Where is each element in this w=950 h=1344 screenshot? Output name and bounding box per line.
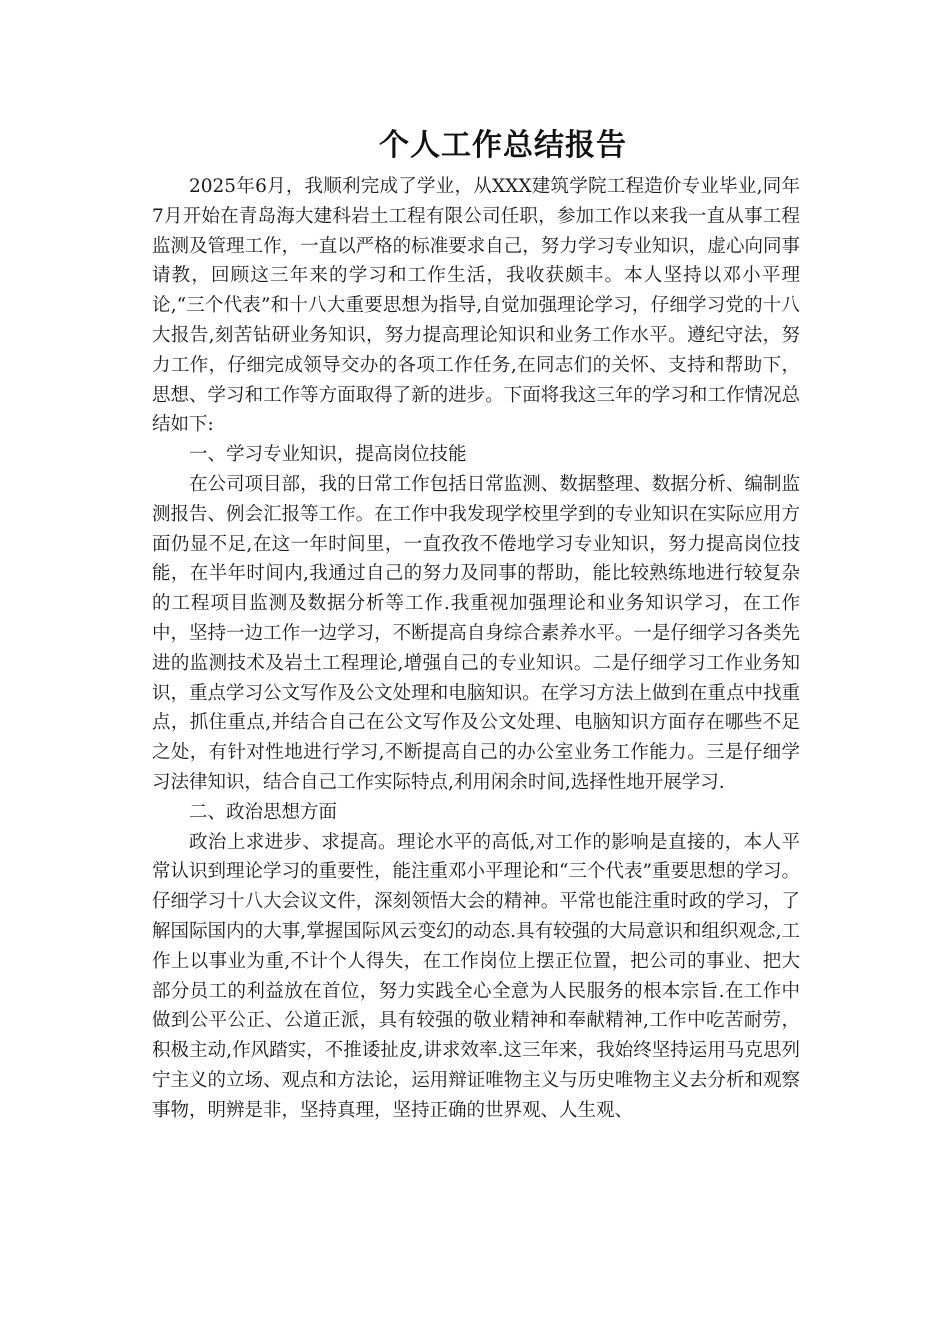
paragraph-intro: 2025年6月，我顺利完成了学业，从XXX建筑学院工程造价专业毕业,同年7月开始在青岛海大建科岩土工程有限公司任职，参加工作以来我一直从事工程监测及管理工作，一直以严格的标准要求自己，努力学习专业知识，虚心向同事请教，回顾这三年来的学习和工作生活，我收获颇丰。本人坚持以邓小平理论,“三个代表”和十八大重要思想为指导,自觉加强理论学习，仔细学习党的十八大报告,刻苦钻研业务知识，努力提高理论知识和业务工作水平。遵纪守法，努力工作，仔细完成领导交办的各项工作任务,在同志们的关怀、支持和帮助下，思想、学习和工作等方面取得了新的进步。下面将我这三年的学习和工作情况总结如下:: [152, 176, 800, 436]
document-title: 个人工作总结报告: [379, 128, 627, 163]
document-body: [152, 172, 800, 1126]
paragraph-section-1: 在公司项目部，我的日常工作包括日常监测、数据整理、数据分析、编制监测报告、例会汇报等工作。在工作中我发现学校里学到的专业知识在实际应用方面仍显不足,在这一年时间里，一直孜孜不倦地学习专业知识，努力提高岗位技能，在半年时间内,我通过自己的努力及同事的帮助，能比较熟练地进行较复杂的工程项目监测及数据分析等工作.我重视加强理论和业务知识学习，在工作中，坚持一边工作一边学习，不断提高自身综合素养水平。一是仔细学习各类先进的监测技术及岩土工程理论,增强自己的专业知识。二是仔细学习工作业务知识，重点学习公文写作及公文处理和电脑知识。在学习方法上做到在重点中找重点，抓住重点,并结合自己在公文写作及公文处理、电脑知识方面存在哪些不足之处，有针对性地进行学习,不断提高自己的办公室业务工作能力。三是仔细学习法律知识，结合自己工作实际特点,利用闲余时间,选择性地开展学习.: [152, 473, 800, 793]
section-heading-1: 一、学习专业知识，提高岗位技能: [189, 444, 467, 466]
section-heading-2: 二、政治思想方面: [189, 801, 338, 823]
paragraph-section-2: 政治上求进步、求提高。理论水平的高低,对工作的影响是直接的，本人平常认识到理论学习的重要性，能注重邓小平理论和“三个代表”重要思想的学习。仔细学习十八大会议文件，深刻领悟大会的精神。平常也能注重时政的学习，了解国际国内的大事,掌握国际风云变幻的动态.具有较强的大局意识和组织观念,工作上以事业为重,不计个人得失，在工作岗位上摆正位置，把公司的事业、把大部分员工的利益放在首位，努力实践全心全意为人民服务的根本宗旨.在工作中做到公平公正、公道正派，具有较强的敬业精神和奉献精神,工作中吃苦耐劳，积极主动,作风踏实，不推诿扯皮,讲求效率.这三年来，我始终坚持运用马克思列宁主义的立场、观点和方法论，运用辩证唯物主义与历史唯物主义去分析和观察事物，明辨是非，坚持真理，坚持正确的世界观、人生观、: [152, 831, 800, 1121]
